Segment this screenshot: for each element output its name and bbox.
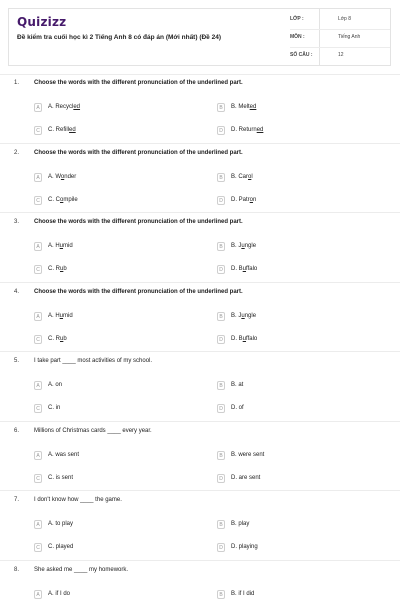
option-text-underlined: u (242, 266, 247, 272)
option-text (48, 452, 79, 458)
option-letter-badge: D (217, 335, 225, 344)
meta-box (290, 9, 392, 65)
option-text (231, 544, 258, 550)
option-text (48, 382, 62, 388)
header-divider (0, 74, 400, 75)
worksheet-header (8, 8, 391, 66)
meta-subject-row (290, 30, 390, 44)
option-text (48, 405, 60, 411)
option-letter-badge: B (217, 173, 225, 182)
option-text (231, 521, 249, 527)
option-text-prefix: B. at (231, 382, 244, 388)
option-letter-badge: A (34, 381, 42, 390)
option-text-suffix: b (63, 336, 67, 342)
option-letter-badge: C (34, 543, 42, 552)
question-divider (0, 560, 400, 561)
option-text-underlined: o (60, 197, 64, 203)
option-letter-badge: C (34, 265, 42, 274)
option-text (48, 521, 73, 527)
option-text-prefix: A. to play (48, 521, 74, 527)
question-text: Choose the words with the different pronunciation of the underlined part. (34, 289, 243, 295)
option-letter-badge: D (217, 543, 225, 552)
question-text: Millions of Christmas cards ____ every year. (34, 428, 152, 434)
question-divider (0, 351, 400, 352)
option-text-prefix: A. on (48, 382, 63, 388)
question-divider (0, 282, 400, 283)
option-text-suffix: mid (63, 243, 73, 249)
option-text-prefix: A. H (48, 243, 60, 249)
option-text-prefix: C. R (48, 266, 60, 272)
option-letter-badge: B (217, 312, 225, 321)
option-text (231, 313, 256, 319)
option-letter-badge: A (34, 103, 42, 112)
option-letter-badge: C (34, 474, 42, 483)
option-text-prefix: A. was sent (48, 452, 80, 458)
question-text: She asked me ____ my homework. (34, 567, 129, 573)
option-text (48, 127, 76, 133)
option-text-suffix: l (251, 174, 253, 180)
meta-class-value: Lớp 8 (338, 16, 352, 22)
option-text-suffix: n (253, 197, 257, 203)
option-text-suffix: ffalo (246, 266, 258, 272)
question-number: 8. (14, 567, 20, 573)
option-letter-badge: A (34, 242, 42, 251)
question-number: 5. (14, 358, 20, 364)
option-text-underlined: u (59, 313, 64, 319)
option-letter-badge: D (217, 265, 225, 274)
option-text (231, 197, 256, 203)
option-letter-badge: D (217, 404, 225, 413)
option-text-underlined: u (60, 336, 64, 342)
option-text (48, 266, 67, 272)
question-divider (0, 212, 400, 213)
option-text-prefix: B. J (231, 243, 242, 249)
question-number: 7. (14, 497, 20, 503)
question-number: 6. (14, 428, 20, 434)
option-letter-badge: A (34, 173, 42, 182)
option-text (231, 243, 256, 249)
option-text (48, 591, 70, 597)
option-letter-badge: C (34, 196, 42, 205)
meta-count-row (290, 48, 390, 62)
option-text (231, 174, 253, 180)
option-text-prefix: C. played (48, 544, 74, 550)
meta-count-label: SỐ CÂU : (290, 52, 313, 58)
option-text-underlined: o (249, 197, 254, 203)
option-letter-badge: B (217, 590, 225, 599)
option-text (48, 197, 78, 203)
option-text-prefix: B. Car (231, 174, 249, 180)
question-number: 4. (14, 289, 20, 295)
option-text-suffix: mid (63, 313, 73, 319)
option-text-prefix: D. B (231, 336, 243, 342)
option-text-suffix: mpile (63, 197, 78, 203)
question-divider (0, 421, 400, 422)
option-text-suffix: nder (64, 174, 77, 180)
option-text-prefix: D. Patr (231, 197, 250, 203)
question-text: Choose the words with the different pronunciation of the underlined part. (34, 219, 243, 225)
option-letter-badge: A (34, 451, 42, 460)
option-text-underlined: o (248, 174, 252, 180)
option-letter-badge: A (34, 312, 42, 321)
option-text-underlined: o (60, 174, 65, 180)
question-text: Choose the words with the different pronunciation of the underlined part. (34, 80, 243, 86)
option-text-underlined: ed (256, 127, 264, 133)
option-text-underlined: ed (73, 104, 81, 110)
option-text-underlined: u (59, 243, 64, 249)
question-divider (0, 490, 400, 491)
meta-class-label: LỚP : (290, 16, 304, 22)
option-text (231, 591, 254, 597)
option-text-prefix: C. R (48, 336, 60, 342)
option-letter-badge: B (217, 520, 225, 529)
option-letter-badge: C (34, 404, 42, 413)
option-text (48, 104, 80, 110)
question-number: 1. (14, 80, 20, 86)
option-text-prefix: D. B (231, 266, 243, 272)
option-letter-badge: D (217, 474, 225, 483)
option-letter-badge: C (34, 335, 42, 344)
option-text (231, 475, 260, 481)
option-text (48, 243, 73, 249)
question-number: 2. (14, 150, 20, 156)
option-text (48, 313, 73, 319)
option-text-prefix: D. Return (231, 127, 257, 133)
option-text (231, 104, 256, 110)
option-letter-badge: A (34, 590, 42, 599)
option-text (231, 266, 257, 272)
quizizz-logo: Quizizz (17, 15, 67, 29)
option-text-prefix: A. H (48, 313, 60, 319)
option-text-prefix: B. J (231, 313, 242, 319)
question-text: I don't know how ____ the game. (34, 497, 122, 503)
option-text (231, 382, 243, 388)
option-text-underlined: u (241, 243, 245, 249)
option-letter-badge: B (217, 242, 225, 251)
option-text-prefix: D. are sent (231, 475, 261, 481)
option-text (48, 336, 67, 342)
option-text (231, 336, 257, 342)
meta-class-row (290, 12, 390, 26)
option-letter-badge: B (217, 381, 225, 390)
option-text-prefix: B. play (231, 521, 250, 527)
option-text-prefix: D. playing (231, 544, 258, 550)
option-text-underlined: u (60, 266, 64, 272)
option-text-suffix: ffalo (246, 336, 258, 342)
option-text (231, 127, 263, 133)
option-text (231, 405, 244, 411)
option-letter-badge: B (217, 451, 225, 460)
question-divider (0, 143, 400, 144)
question-text: I take part ____ most activities of my school. (34, 358, 153, 364)
option-text (48, 544, 73, 550)
option-text-prefix: C. Refill (48, 127, 70, 133)
option-text-prefix: A. W (48, 174, 61, 180)
option-text-prefix: A. Recycl (48, 104, 74, 110)
option-text-underlined: ed (69, 127, 76, 133)
option-text-prefix: A. if I do (48, 591, 71, 597)
option-text-suffix: b (63, 266, 67, 272)
option-text-prefix: C. in (48, 405, 61, 411)
question-text: Choose the words with the different pronunciation of the underlined part. (34, 150, 243, 156)
option-text (48, 174, 76, 180)
option-letter-badge: B (217, 103, 225, 112)
option-text-underlined: ed (249, 104, 257, 110)
option-text (48, 475, 73, 481)
option-letter-badge: D (217, 196, 225, 205)
option-letter-badge: C (34, 126, 42, 135)
option-text-prefix: B. Melt (231, 104, 250, 110)
option-letter-badge: D (217, 126, 225, 135)
question-number: 3. (14, 219, 20, 225)
option-text-prefix: C. C (48, 197, 60, 203)
meta-subject-label: MÔN : (290, 34, 305, 40)
option-text-prefix: B. if I did (231, 591, 255, 597)
option-text (231, 452, 264, 458)
option-letter-badge: A (34, 520, 42, 529)
option-text-suffix: ngle (244, 313, 257, 319)
worksheet-title: Đề kiểm tra cuối học kì 2 Tiếng Anh 8 có đáp án (Mới nhất) (Đề 24) (17, 34, 221, 41)
meta-subject-value: Tiếng Anh (338, 34, 361, 40)
meta-count-value: 12 (338, 52, 344, 58)
option-text-prefix: D. of (231, 405, 244, 411)
option-text-prefix: B. were sent (231, 452, 265, 458)
option-text-underlined: u (242, 336, 247, 342)
option-text-prefix: C. is sent (48, 475, 74, 481)
option-text-suffix: ngle (244, 243, 257, 249)
option-text-underlined: u (241, 313, 245, 319)
